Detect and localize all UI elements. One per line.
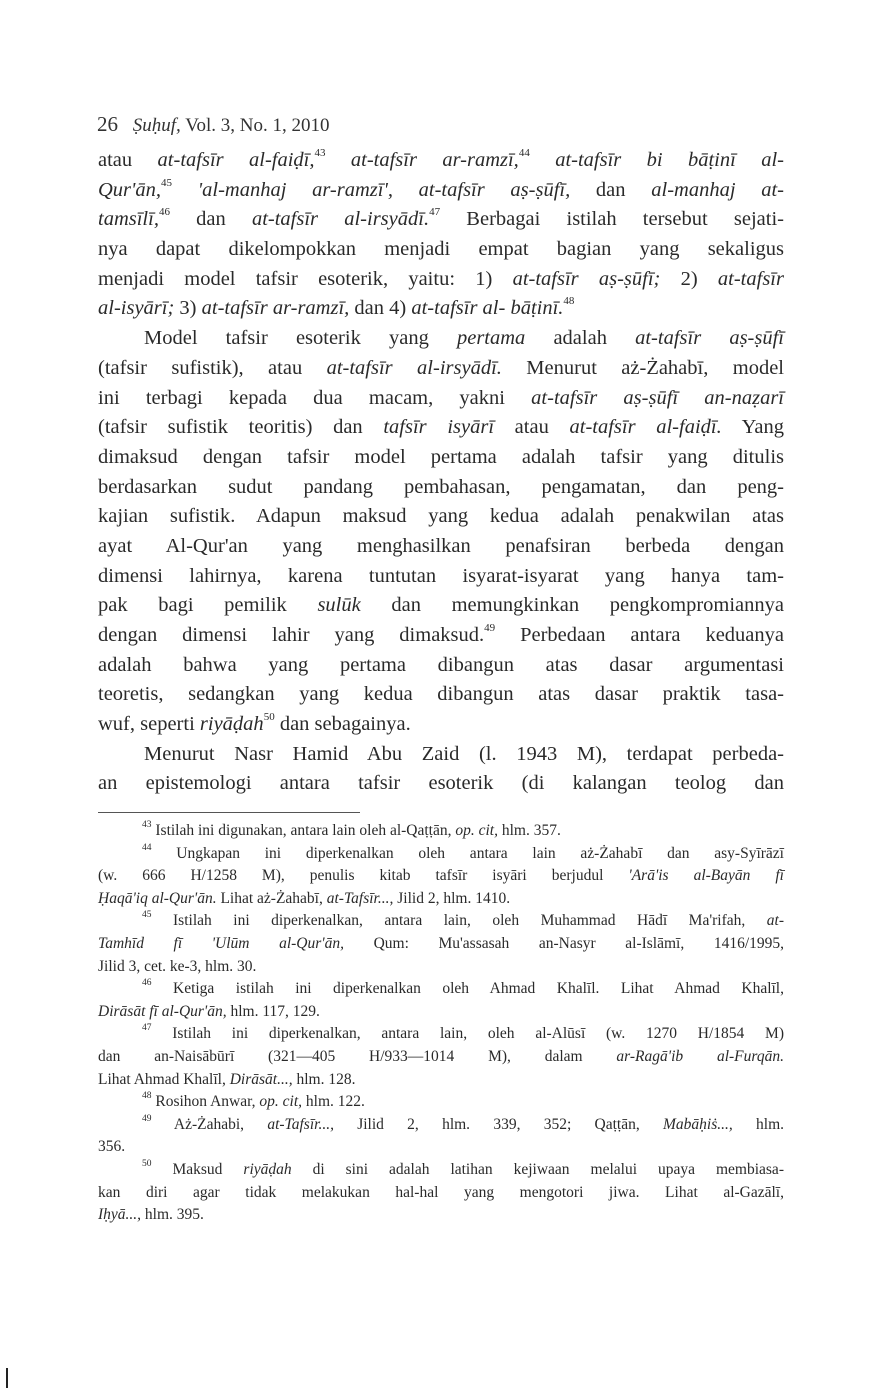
- text-line: kajian sufistik. Adapun maksud yang kedua adalah penakwilan atas: [98, 505, 784, 528]
- footnote-line: Tamhīd fī 'Ulūm al-Qur'ān, Qum: Mu'assasah an-Nasyr al-Islāmī, 1416/1995,: [98, 934, 785, 952]
- footnote-line: Lihat Ahmad Khalīl, Dirāsāt..., hlm. 128.: [98, 1070, 356, 1088]
- text-line: Model tafsir esoterik yang pertama adalah at-tafsīr aṣ-ṣūfī: [144, 327, 784, 350]
- text-line: an epistemologi antara tafsir esoterik (di kalangan teolog dan: [98, 772, 784, 795]
- text-line: dimensi lahirnya, karena tuntutan isyarat-isyarat yang hanya tam-: [98, 564, 784, 587]
- footnotes: [98, 820, 784, 1227]
- footnote-line: $^{50}$ Maksud riyāḍah di sini adalah latihan kejiwaan melalui upaya membiasa-: [142, 1158, 784, 1178]
- footnote-line: kan diri agar tidak melakukan hal-hal yang mengotori jiwa. Lihat al-Gazālī,: [98, 1183, 784, 1201]
- footnote-ref: 46: [158, 206, 170, 219]
- text-line: berdasarkan sudut pandang pembahasan, pengamatan, dan peng-: [98, 475, 784, 498]
- footnote-line: $^{45}$ Istilah ini diperkenalkan, antara lain, oleh Muhammad Hādī Ma'rifah, at-: [142, 910, 784, 930]
- text-line: menjadi model tafsir esoterik, yaitu: 1) at-tafsīr aṣ-ṣūfī; 2) at-tafsīr: [98, 267, 784, 290]
- footnote-line: $^{47}$ Istilah ini diperkenalkan, antara lain, oleh al-Alūsī (w. 1270 H/1854 M): [142, 1023, 784, 1043]
- text-line: (tafsir sufistik), atau at-tafsīr al-irsyādī. Menurut aż-Żahabī, model: [98, 356, 784, 379]
- text-line: wuf, seperti riyāḍah$^{50}$ dan sebagainya.: [98, 711, 411, 736]
- footnote-line: (w. 666 H/1258 M), penulis kitab tafsīr isyāri berjudul 'Arā'is al-Bayān fī: [98, 867, 784, 885]
- footnote-ref: 49: [484, 622, 496, 634]
- running-header: [97, 112, 329, 137]
- footnote-line: dan an-Naisābūrī (321—405 H/933—1014 M), dalam ar-Ragā'ib al-Furqān.: [98, 1047, 784, 1065]
- footnote-ref: 47: [429, 206, 441, 219]
- footnote-line: $^{44}$ Ungkapan ini diperkenalkan oleh antara lain aż-Żahabī dan asy-Syīrāzī: [142, 842, 784, 862]
- footnote-line: Iḥyā..., hlm. 395.: [98, 1206, 204, 1224]
- text-line: (tafsir sufistik teoritis) dan tafsīr isyārī atau at-tafsīr al-faiḍī. Yang: [98, 416, 784, 439]
- text-line: ayat Al-Qur'an yang menghasilkan penafsiran berbeda dengan: [98, 534, 784, 557]
- text-line: Qur'ān,$^{45}$ 'al-manhaj ar-ramzī', at-tafsīr aṣ-ṣūfī, dan al-manhaj at-: [98, 176, 784, 201]
- body-text: [98, 146, 784, 799]
- journal-volume: Vol. 3, No. 1, 2010: [185, 115, 330, 136]
- footnote-line: Jilid 3, cet. ke-3, hlm. 30.: [98, 957, 257, 975]
- text-line: Menurut Nasr Hamid Abu Zaid (l. 1943 M), terdapat perbeda-: [144, 742, 784, 765]
- footnote-line: $^{46}$ Ketiga istilah ini diperkenalkan oleh Ahmad Khalīl. Lihat Ahmad Khalīl,: [142, 978, 784, 998]
- text-line: dengan dimensi lahir yang dimaksud.$^{49}$ Perbedaan antara keduanya: [98, 622, 784, 646]
- footnote-line: $^{49}$ Aż-Żahabi, at-Tafsīr..., Jilid 2, hlm. 339, 352; Qaṭṭān, Mabāḥiṡ..., hlm.: [142, 1113, 785, 1133]
- footnote-ref: 48: [563, 295, 575, 308]
- text-line: tamsīlī,$^{46}$ dan at-tafsīr al-irsyādī.$^{47}$ Berbagai istilah tersebut sejati-: [98, 206, 784, 231]
- text-line: pak bagi pemilik sulūk dan memungkinkan pengkompromiannya: [98, 594, 784, 617]
- footnote-ref: 45: [161, 176, 173, 189]
- text-line: adalah bahwa yang pertama dibangun atas dasar argumentasi: [98, 653, 784, 676]
- footnote-line: Dirāsāt fī al-Qur'ān, hlm. 117, 129.: [98, 1002, 320, 1020]
- footnote-divider: [98, 812, 360, 813]
- footnote-line: $^{48}$ Rosihon Anwar, op. cit, hlm. 122.: [142, 1091, 365, 1111]
- footnote-line: 356.: [98, 1138, 126, 1156]
- text-line: nya dapat dikelompokkan menjadi empat bagian yang sekaligus: [98, 238, 784, 261]
- text-line: atau at-tafsīr al-faiḍī,$^{43}$ at-tafsīr ar-ramzī,$^{44}$ at-tafsīr bi bāṭinī al-: [98, 147, 784, 171]
- page-number: 26: [97, 112, 118, 136]
- journal-title: Ṣuḥuf,: [132, 115, 181, 136]
- footnote-ref: 50: [263, 711, 275, 724]
- text-line: al-isyārī; 3) at-tafsīr ar-ramzī, dan 4) at-tafsīr al- bāṭinī.$^{48}$: [98, 295, 575, 320]
- text-line: dimaksud dengan tafsir model pertama adalah tafsir yang ditulis: [98, 445, 784, 468]
- text-line: teoretis, sedangkan yang kedua dibangun atas dasar praktik tasa-: [98, 683, 784, 706]
- footnote-ref: 43: [314, 147, 326, 159]
- text-line: ini terbagi kepada dua macam, yakni at-tafsīr aṣ-ṣūfī an-naẓarī: [98, 386, 785, 409]
- footnote-ref: 44: [518, 147, 530, 159]
- footnote-line: Ḥaqā'iq al-Qur'ān. Lihat aż-Żahabī, at-Tafsīr..., Jilid 2, hlm. 1410.: [98, 889, 511, 907]
- scan-edge-mark: [6, 1368, 8, 1388]
- footnote-line: $^{43}$ Istilah ini digunakan, antara lain oleh al-Qaṭṭān, op. cit, hlm. 357.: [142, 820, 561, 839]
